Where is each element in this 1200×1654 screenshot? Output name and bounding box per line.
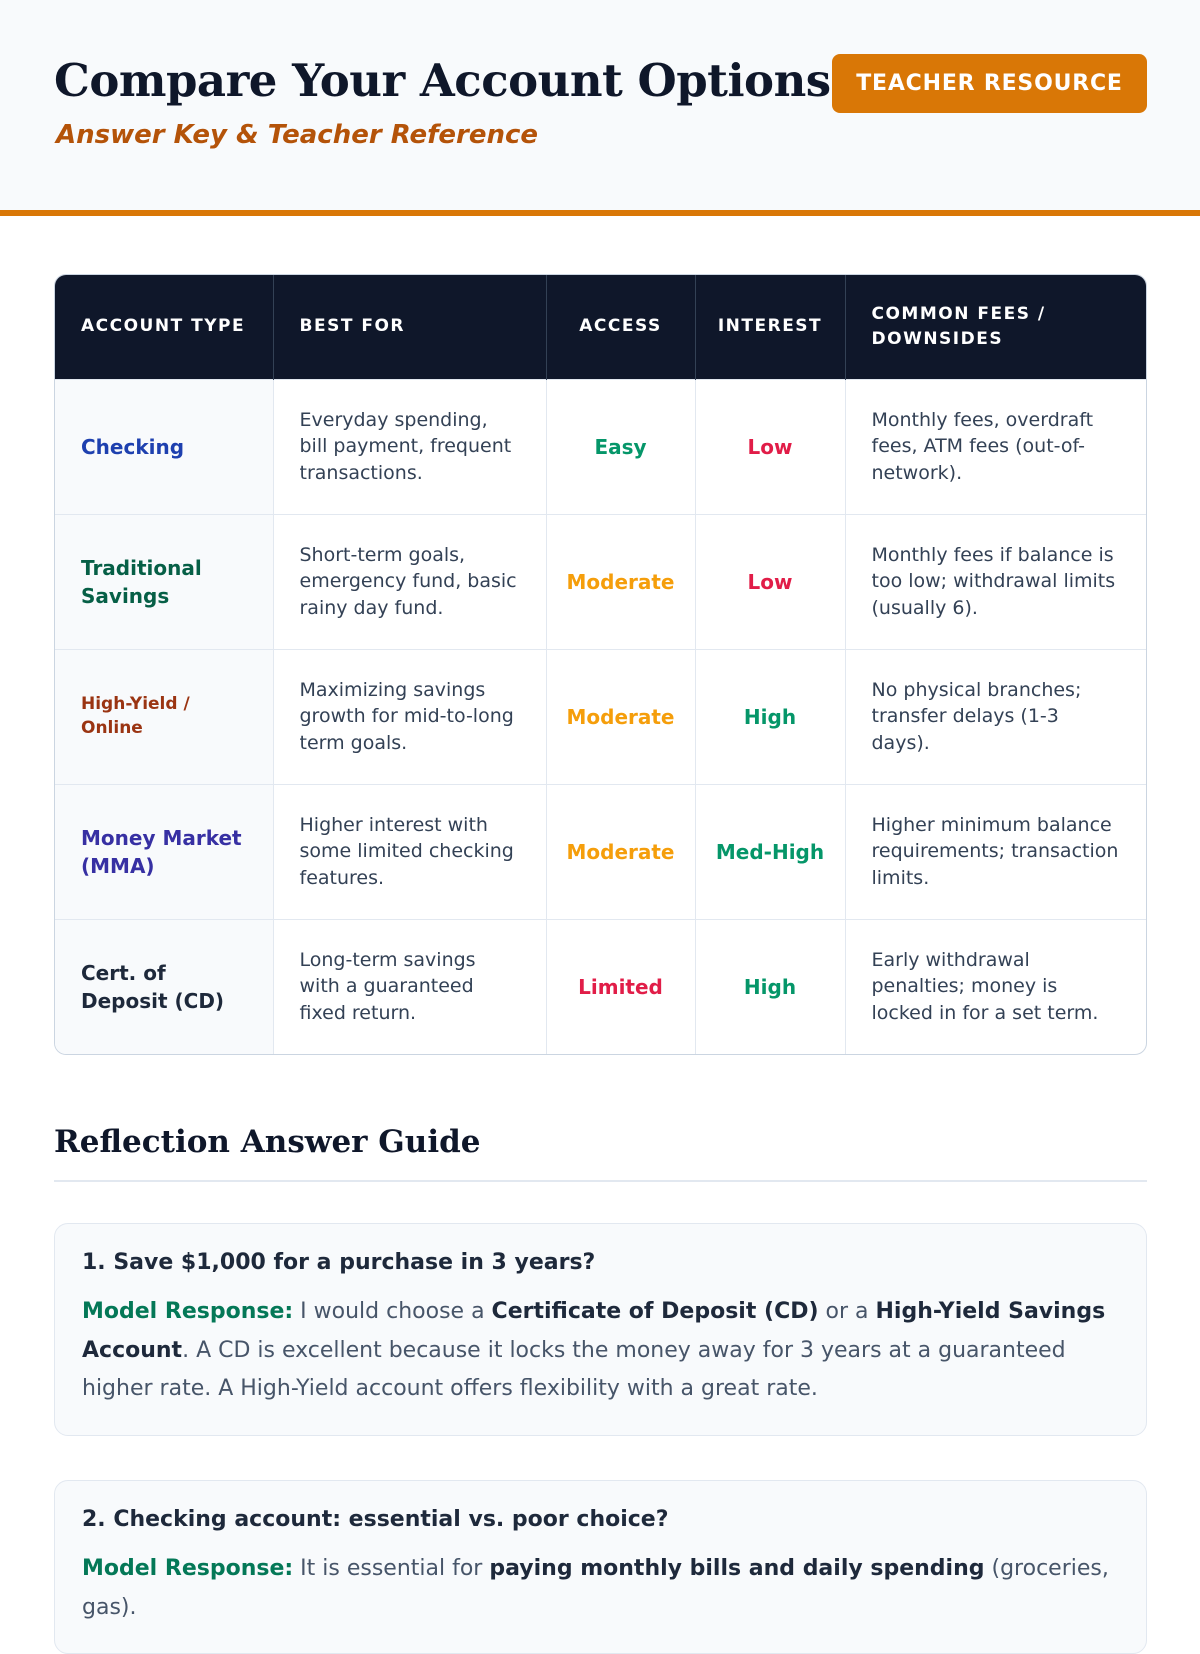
fees-cell: No physical branches; transfer delays (1-3 days). — [845, 649, 1147, 784]
response-text: I would choose a — [293, 1299, 492, 1324]
best-for-cell: Short-term goals, emergency fund, basic rainy day fund. — [273, 514, 546, 649]
interest-cell: Low — [695, 379, 845, 514]
column-header-account-type: ACCOUNT TYPE — [55, 275, 273, 379]
page-header — [0, 0, 1200, 216]
column-header-best-for: BEST FOR — [273, 275, 546, 379]
teacher-resource-badge: TEACHER RESOURCE — [832, 54, 1147, 113]
access-cell: Easy — [546, 379, 695, 514]
best-for-cell: Everyday spending, bill payment, frequent transactions. — [273, 379, 546, 514]
response-emphasis: Certificate of Deposit (CD) — [491, 1299, 819, 1324]
table-row — [55, 514, 1147, 649]
response-emphasis: paying monthly bills and daily spending — [489, 1556, 985, 1581]
interest-cell: High — [695, 649, 845, 784]
table-row — [55, 919, 1147, 1054]
response-text: or a — [818, 1299, 876, 1324]
model-response — [82, 1550, 1120, 1627]
access-cell: Limited — [546, 919, 695, 1054]
fees-cell: Monthly fees, overdraft fees, ATM fees (out-of-network). — [845, 379, 1147, 514]
fees-cell: Monthly fees if balance is too low; withdrawal limits (usually 6). — [845, 514, 1147, 649]
account-type-cell: High-Yield / Online — [55, 649, 273, 784]
account-type-cell: Money Market (MMA) — [55, 784, 273, 919]
page-title: Compare Your Account Options — [54, 54, 831, 107]
account-type-cell: Traditional Savings — [55, 514, 273, 649]
access-cell: Moderate — [546, 649, 695, 784]
reflection-card-2 — [54, 1480, 1147, 1654]
column-header-interest: INTEREST — [695, 275, 845, 379]
reflection-question: 1. Save $1,000 for a purchase in 3 years? — [82, 1250, 596, 1275]
table-header-row — [55, 275, 1147, 379]
page-subtitle: Answer Key & Teacher Reference — [56, 120, 539, 150]
interest-cell: High — [695, 919, 845, 1054]
account-type-cell: Checking — [55, 379, 273, 514]
model-response-label: Model Response: — [82, 1299, 294, 1324]
best-for-cell: Higher interest with some limited checking features. — [273, 784, 546, 919]
account-comparison-table — [54, 274, 1147, 1055]
fees-cell: Higher minimum balance requirements; transaction limits. — [845, 784, 1147, 919]
interest-cell: Low — [695, 514, 845, 649]
column-header-access: ACCESS — [546, 275, 695, 379]
reflection-question: 2. Checking account: essential vs. poor choice? — [82, 1507, 669, 1532]
section-divider — [54, 1180, 1147, 1182]
response-text: . A CD is excellent because it locks the money away for 3 years at a guaranteed higher rate. A High-Yield account offers flexibility with a great rate. — [82, 1337, 1066, 1401]
response-text: It is essential for — [293, 1556, 490, 1581]
table-row — [55, 379, 1147, 514]
column-header-fees: COMMON FEES / DOWNSIDES — [845, 275, 1147, 379]
reflection-card-1 — [54, 1223, 1147, 1436]
best-for-cell: Long-term savings with a guaranteed fixed return. — [273, 919, 546, 1054]
table-row — [55, 784, 1147, 919]
best-for-cell: Maximizing savings growth for mid-to-long term goals. — [273, 649, 546, 784]
model-response-label: Model Response: — [82, 1556, 294, 1581]
response-text: (groceries, gas). — [82, 1556, 1109, 1620]
interest-cell: Med-High — [695, 784, 845, 919]
access-cell: Moderate — [546, 784, 695, 919]
access-cell: Moderate — [546, 514, 695, 649]
reflection-guide-heading: Reflection Answer Guide — [54, 1124, 481, 1160]
account-type-cell: Cert. of Deposit (CD) — [55, 919, 273, 1054]
response-emphasis: High-Yield Savings Account — [82, 1299, 1106, 1363]
fees-cell: Early withdrawal penalties; money is locked in for a set term. — [845, 919, 1147, 1054]
model-response — [82, 1293, 1120, 1409]
table-row — [55, 649, 1147, 784]
